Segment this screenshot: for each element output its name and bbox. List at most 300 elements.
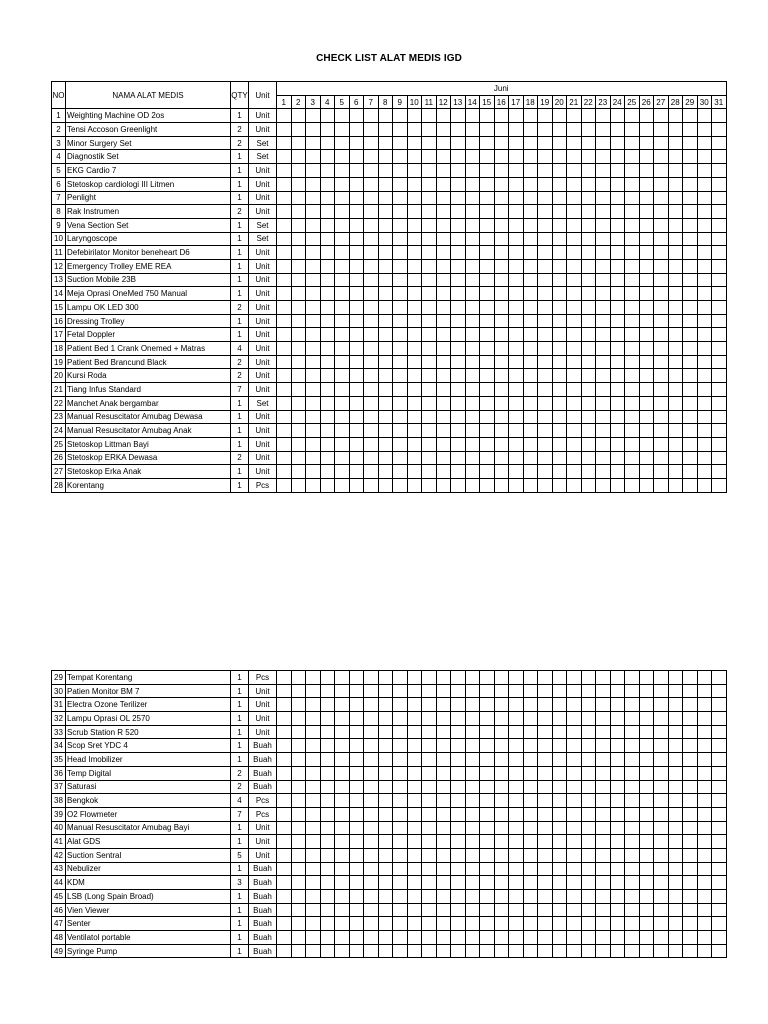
- check-cell[interactable]: [625, 424, 640, 438]
- check-cell[interactable]: [494, 766, 509, 780]
- check-cell[interactable]: [567, 671, 582, 685]
- check-cell[interactable]: [581, 410, 596, 424]
- check-cell[interactable]: [407, 410, 422, 424]
- check-cell[interactable]: [494, 671, 509, 685]
- check-cell[interactable]: [596, 917, 611, 931]
- check-cell[interactable]: [349, 753, 364, 767]
- check-cell[interactable]: [480, 246, 495, 260]
- check-cell[interactable]: [668, 451, 683, 465]
- check-cell[interactable]: [393, 821, 408, 835]
- check-cell[interactable]: [465, 342, 480, 356]
- check-cell[interactable]: [364, 478, 379, 492]
- check-cell[interactable]: [335, 698, 350, 712]
- check-cell[interactable]: [668, 725, 683, 739]
- check-cell[interactable]: [451, 807, 466, 821]
- check-cell[interactable]: [393, 273, 408, 287]
- check-cell[interactable]: [291, 355, 306, 369]
- check-cell[interactable]: [712, 259, 727, 273]
- check-cell[interactable]: [407, 821, 422, 835]
- check-cell[interactable]: [393, 205, 408, 219]
- check-cell[interactable]: [480, 273, 495, 287]
- check-cell[interactable]: [393, 369, 408, 383]
- check-cell[interactable]: [364, 355, 379, 369]
- check-cell[interactable]: [320, 287, 335, 301]
- check-cell[interactable]: [610, 698, 625, 712]
- check-cell[interactable]: [422, 876, 437, 890]
- check-cell[interactable]: [567, 766, 582, 780]
- check-cell[interactable]: [654, 478, 669, 492]
- check-cell[interactable]: [509, 944, 524, 958]
- check-cell[interactable]: [625, 780, 640, 794]
- check-cell[interactable]: [712, 369, 727, 383]
- check-cell[interactable]: [668, 164, 683, 178]
- check-cell[interactable]: [335, 807, 350, 821]
- check-cell[interactable]: [349, 109, 364, 123]
- check-cell[interactable]: [538, 903, 553, 917]
- check-cell[interactable]: [509, 794, 524, 808]
- check-cell[interactable]: [538, 917, 553, 931]
- check-cell[interactable]: [465, 396, 480, 410]
- check-cell[interactable]: [712, 794, 727, 808]
- check-cell[interactable]: [567, 383, 582, 397]
- check-cell[interactable]: [306, 835, 321, 849]
- check-cell[interactable]: [523, 150, 538, 164]
- check-cell[interactable]: [668, 424, 683, 438]
- check-cell[interactable]: [494, 232, 509, 246]
- check-cell[interactable]: [683, 712, 698, 726]
- check-cell[interactable]: [523, 136, 538, 150]
- check-cell[interactable]: [581, 437, 596, 451]
- check-cell[interactable]: [451, 753, 466, 767]
- check-cell[interactable]: [523, 301, 538, 315]
- check-cell[interactable]: [465, 218, 480, 232]
- check-cell[interactable]: [364, 766, 379, 780]
- check-cell[interactable]: [596, 328, 611, 342]
- check-cell[interactable]: [654, 931, 669, 945]
- check-cell[interactable]: [436, 424, 451, 438]
- check-cell[interactable]: [538, 301, 553, 315]
- check-cell[interactable]: [378, 287, 393, 301]
- check-cell[interactable]: [422, 671, 437, 685]
- check-cell[interactable]: [538, 396, 553, 410]
- check-cell[interactable]: [407, 424, 422, 438]
- check-cell[interactable]: [509, 369, 524, 383]
- check-cell[interactable]: [378, 191, 393, 205]
- check-cell[interactable]: [697, 191, 712, 205]
- check-cell[interactable]: [277, 150, 292, 164]
- check-cell[interactable]: [480, 766, 495, 780]
- check-cell[interactable]: [378, 314, 393, 328]
- check-cell[interactable]: [393, 355, 408, 369]
- check-cell[interactable]: [639, 862, 654, 876]
- check-cell[interactable]: [683, 437, 698, 451]
- check-cell[interactable]: [494, 753, 509, 767]
- check-cell[interactable]: [552, 218, 567, 232]
- check-cell[interactable]: [639, 342, 654, 356]
- check-cell[interactable]: [349, 177, 364, 191]
- check-cell[interactable]: [668, 218, 683, 232]
- check-cell[interactable]: [697, 876, 712, 890]
- check-cell[interactable]: [697, 259, 712, 273]
- check-cell[interactable]: [465, 890, 480, 904]
- check-cell[interactable]: [422, 753, 437, 767]
- check-cell[interactable]: [654, 410, 669, 424]
- check-cell[interactable]: [277, 410, 292, 424]
- check-cell[interactable]: [523, 177, 538, 191]
- check-cell[interactable]: [683, 862, 698, 876]
- check-cell[interactable]: [581, 876, 596, 890]
- check-cell[interactable]: [451, 821, 466, 835]
- check-cell[interactable]: [291, 890, 306, 904]
- check-cell[interactable]: [509, 835, 524, 849]
- check-cell[interactable]: [567, 725, 582, 739]
- check-cell[interactable]: [407, 355, 422, 369]
- check-cell[interactable]: [625, 150, 640, 164]
- check-cell[interactable]: [480, 383, 495, 397]
- check-cell[interactable]: [465, 424, 480, 438]
- check-cell[interactable]: [523, 944, 538, 958]
- check-cell[interactable]: [277, 383, 292, 397]
- check-cell[interactable]: [668, 807, 683, 821]
- check-cell[interactable]: [596, 191, 611, 205]
- check-cell[interactable]: [639, 301, 654, 315]
- check-cell[interactable]: [349, 931, 364, 945]
- check-cell[interactable]: [494, 862, 509, 876]
- check-cell[interactable]: [683, 205, 698, 219]
- check-cell[interactable]: [712, 944, 727, 958]
- check-cell[interactable]: [581, 753, 596, 767]
- check-cell[interactable]: [668, 369, 683, 383]
- check-cell[interactable]: [436, 109, 451, 123]
- check-cell[interactable]: [538, 835, 553, 849]
- check-cell[interactable]: [306, 684, 321, 698]
- check-cell[interactable]: [712, 780, 727, 794]
- check-cell[interactable]: [596, 478, 611, 492]
- check-cell[interactable]: [654, 794, 669, 808]
- check-cell[interactable]: [335, 301, 350, 315]
- check-cell[interactable]: [494, 369, 509, 383]
- check-cell[interactable]: [277, 205, 292, 219]
- check-cell[interactable]: [712, 437, 727, 451]
- check-cell[interactable]: [596, 903, 611, 917]
- check-cell[interactable]: [552, 739, 567, 753]
- check-cell[interactable]: [436, 807, 451, 821]
- check-cell[interactable]: [277, 712, 292, 726]
- check-cell[interactable]: [451, 150, 466, 164]
- check-cell[interactable]: [683, 451, 698, 465]
- check-cell[interactable]: [610, 150, 625, 164]
- check-cell[interactable]: [335, 725, 350, 739]
- check-cell[interactable]: [683, 684, 698, 698]
- check-cell[interactable]: [465, 835, 480, 849]
- check-cell[interactable]: [407, 109, 422, 123]
- check-cell[interactable]: [625, 287, 640, 301]
- check-cell[interactable]: [335, 191, 350, 205]
- check-cell[interactable]: [291, 123, 306, 137]
- check-cell[interactable]: [407, 835, 422, 849]
- check-cell[interactable]: [306, 232, 321, 246]
- check-cell[interactable]: [610, 273, 625, 287]
- check-cell[interactable]: [451, 177, 466, 191]
- check-cell[interactable]: [596, 177, 611, 191]
- check-cell[interactable]: [451, 780, 466, 794]
- check-cell[interactable]: [436, 698, 451, 712]
- check-cell[interactable]: [523, 465, 538, 479]
- check-cell[interactable]: [683, 287, 698, 301]
- check-cell[interactable]: [697, 848, 712, 862]
- check-cell[interactable]: [610, 369, 625, 383]
- check-cell[interactable]: [610, 478, 625, 492]
- check-cell[interactable]: [422, 191, 437, 205]
- check-cell[interactable]: [697, 698, 712, 712]
- check-cell[interactable]: [306, 780, 321, 794]
- check-cell[interactable]: [581, 862, 596, 876]
- check-cell[interactable]: [378, 232, 393, 246]
- check-cell[interactable]: [277, 164, 292, 178]
- check-cell[interactable]: [596, 753, 611, 767]
- check-cell[interactable]: [494, 903, 509, 917]
- check-cell[interactable]: [422, 164, 437, 178]
- check-cell[interactable]: [451, 355, 466, 369]
- check-cell[interactable]: [451, 301, 466, 315]
- check-cell[interactable]: [335, 328, 350, 342]
- check-cell[interactable]: [422, 451, 437, 465]
- check-cell[interactable]: [654, 314, 669, 328]
- check-cell[interactable]: [639, 109, 654, 123]
- check-cell[interactable]: [596, 123, 611, 137]
- check-cell[interactable]: [378, 328, 393, 342]
- check-cell[interactable]: [538, 164, 553, 178]
- check-cell[interactable]: [596, 259, 611, 273]
- check-cell[interactable]: [364, 177, 379, 191]
- check-cell[interactable]: [581, 671, 596, 685]
- check-cell[interactable]: [567, 259, 582, 273]
- check-cell[interactable]: [378, 109, 393, 123]
- check-cell[interactable]: [668, 848, 683, 862]
- check-cell[interactable]: [407, 780, 422, 794]
- check-cell[interactable]: [349, 273, 364, 287]
- check-cell[interactable]: [596, 780, 611, 794]
- check-cell[interactable]: [567, 150, 582, 164]
- check-cell[interactable]: [683, 807, 698, 821]
- check-cell[interactable]: [538, 794, 553, 808]
- check-cell[interactable]: [697, 821, 712, 835]
- check-cell[interactable]: [581, 396, 596, 410]
- check-cell[interactable]: [683, 465, 698, 479]
- check-cell[interactable]: [552, 821, 567, 835]
- check-cell[interactable]: [480, 437, 495, 451]
- check-cell[interactable]: [277, 944, 292, 958]
- check-cell[interactable]: [465, 876, 480, 890]
- check-cell[interactable]: [639, 903, 654, 917]
- check-cell[interactable]: [291, 725, 306, 739]
- check-cell[interactable]: [668, 136, 683, 150]
- check-cell[interactable]: [407, 123, 422, 137]
- check-cell[interactable]: [581, 739, 596, 753]
- check-cell[interactable]: [683, 780, 698, 794]
- check-cell[interactable]: [393, 314, 408, 328]
- check-cell[interactable]: [451, 328, 466, 342]
- check-cell[interactable]: [610, 780, 625, 794]
- check-cell[interactable]: [625, 835, 640, 849]
- check-cell[interactable]: [465, 807, 480, 821]
- check-cell[interactable]: [596, 725, 611, 739]
- check-cell[interactable]: [480, 780, 495, 794]
- check-cell[interactable]: [552, 451, 567, 465]
- check-cell[interactable]: [494, 150, 509, 164]
- check-cell[interactable]: [625, 671, 640, 685]
- check-cell[interactable]: [335, 287, 350, 301]
- check-cell[interactable]: [509, 684, 524, 698]
- check-cell[interactable]: [480, 109, 495, 123]
- check-cell[interactable]: [436, 794, 451, 808]
- check-cell[interactable]: [306, 314, 321, 328]
- check-cell[interactable]: [639, 314, 654, 328]
- check-cell[interactable]: [407, 273, 422, 287]
- check-cell[interactable]: [596, 712, 611, 726]
- check-cell[interactable]: [712, 821, 727, 835]
- check-cell[interactable]: [639, 671, 654, 685]
- check-cell[interactable]: [610, 451, 625, 465]
- check-cell[interactable]: [712, 671, 727, 685]
- check-cell[interactable]: [465, 164, 480, 178]
- check-cell[interactable]: [436, 287, 451, 301]
- check-cell[interactable]: [552, 191, 567, 205]
- check-cell[interactable]: [335, 931, 350, 945]
- check-cell[interactable]: [494, 698, 509, 712]
- check-cell[interactable]: [436, 246, 451, 260]
- check-cell[interactable]: [654, 944, 669, 958]
- check-cell[interactable]: [407, 232, 422, 246]
- check-cell[interactable]: [567, 164, 582, 178]
- check-cell[interactable]: [494, 931, 509, 945]
- check-cell[interactable]: [393, 191, 408, 205]
- check-cell[interactable]: [465, 698, 480, 712]
- check-cell[interactable]: [291, 369, 306, 383]
- check-cell[interactable]: [378, 301, 393, 315]
- check-cell[interactable]: [581, 355, 596, 369]
- check-cell[interactable]: [552, 944, 567, 958]
- check-cell[interactable]: [523, 205, 538, 219]
- check-cell[interactable]: [349, 848, 364, 862]
- check-cell[interactable]: [697, 136, 712, 150]
- check-cell[interactable]: [697, 177, 712, 191]
- check-cell[interactable]: [422, 437, 437, 451]
- check-cell[interactable]: [509, 383, 524, 397]
- check-cell[interactable]: [436, 848, 451, 862]
- check-cell[interactable]: [523, 766, 538, 780]
- check-cell[interactable]: [364, 301, 379, 315]
- check-cell[interactable]: [364, 109, 379, 123]
- check-cell[interactable]: [712, 164, 727, 178]
- check-cell[interactable]: [291, 314, 306, 328]
- check-cell[interactable]: [552, 725, 567, 739]
- check-cell[interactable]: [552, 753, 567, 767]
- check-cell[interactable]: [349, 698, 364, 712]
- check-cell[interactable]: [654, 273, 669, 287]
- check-cell[interactable]: [465, 780, 480, 794]
- check-cell[interactable]: [393, 876, 408, 890]
- check-cell[interactable]: [712, 903, 727, 917]
- check-cell[interactable]: [422, 848, 437, 862]
- check-cell[interactable]: [697, 807, 712, 821]
- check-cell[interactable]: [625, 712, 640, 726]
- check-cell[interactable]: [625, 218, 640, 232]
- check-cell[interactable]: [306, 725, 321, 739]
- check-cell[interactable]: [480, 314, 495, 328]
- check-cell[interactable]: [378, 917, 393, 931]
- check-cell[interactable]: [393, 109, 408, 123]
- check-cell[interactable]: [567, 369, 582, 383]
- check-cell[interactable]: [451, 109, 466, 123]
- check-cell[interactable]: [538, 753, 553, 767]
- check-cell[interactable]: [306, 205, 321, 219]
- check-cell[interactable]: [581, 848, 596, 862]
- check-cell[interactable]: [364, 807, 379, 821]
- check-cell[interactable]: [407, 478, 422, 492]
- check-cell[interactable]: [639, 807, 654, 821]
- check-cell[interactable]: [393, 437, 408, 451]
- check-cell[interactable]: [567, 424, 582, 438]
- check-cell[interactable]: [523, 369, 538, 383]
- check-cell[interactable]: [668, 259, 683, 273]
- check-cell[interactable]: [451, 835, 466, 849]
- check-cell[interactable]: [349, 191, 364, 205]
- check-cell[interactable]: [422, 314, 437, 328]
- check-cell[interactable]: [422, 218, 437, 232]
- check-cell[interactable]: [509, 301, 524, 315]
- check-cell[interactable]: [509, 821, 524, 835]
- check-cell[interactable]: [552, 766, 567, 780]
- check-cell[interactable]: [320, 780, 335, 794]
- check-cell[interactable]: [639, 712, 654, 726]
- check-cell[interactable]: [581, 150, 596, 164]
- check-cell[interactable]: [596, 410, 611, 424]
- check-cell[interactable]: [581, 301, 596, 315]
- check-cell[interactable]: [596, 287, 611, 301]
- check-cell[interactable]: [523, 314, 538, 328]
- check-cell[interactable]: [668, 917, 683, 931]
- check-cell[interactable]: [364, 753, 379, 767]
- check-cell[interactable]: [610, 314, 625, 328]
- check-cell[interactable]: [451, 232, 466, 246]
- check-cell[interactable]: [552, 177, 567, 191]
- check-cell[interactable]: [349, 807, 364, 821]
- check-cell[interactable]: [480, 876, 495, 890]
- check-cell[interactable]: [306, 383, 321, 397]
- check-cell[interactable]: [639, 287, 654, 301]
- check-cell[interactable]: [291, 328, 306, 342]
- check-cell[interactable]: [610, 835, 625, 849]
- check-cell[interactable]: [378, 903, 393, 917]
- check-cell[interactable]: [378, 396, 393, 410]
- check-cell[interactable]: [364, 876, 379, 890]
- check-cell[interactable]: [625, 848, 640, 862]
- check-cell[interactable]: [364, 890, 379, 904]
- check-cell[interactable]: [378, 725, 393, 739]
- check-cell[interactable]: [610, 342, 625, 356]
- check-cell[interactable]: [349, 369, 364, 383]
- check-cell[interactable]: [436, 780, 451, 794]
- check-cell[interactable]: [581, 191, 596, 205]
- check-cell[interactable]: [320, 177, 335, 191]
- check-cell[interactable]: [451, 396, 466, 410]
- check-cell[interactable]: [552, 671, 567, 685]
- check-cell[interactable]: [668, 396, 683, 410]
- check-cell[interactable]: [523, 383, 538, 397]
- check-cell[interactable]: [306, 876, 321, 890]
- check-cell[interactable]: [697, 739, 712, 753]
